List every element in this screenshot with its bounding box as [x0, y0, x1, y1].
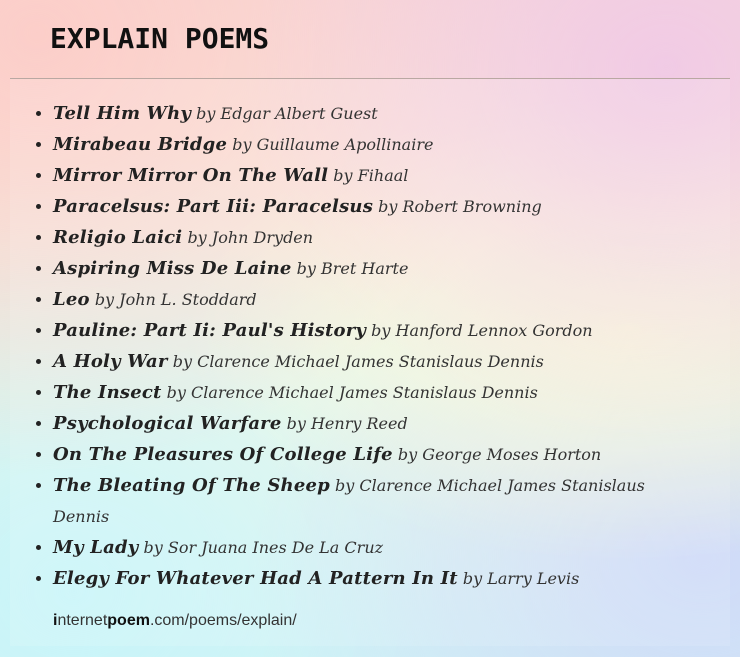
poem-title-link[interactable]: Elegy For Whatever Had A Pattern In It — [53, 568, 458, 589]
list-item — [53, 253, 740, 284]
poem-author: by Clarence Michael James Stanislaus Dennis — [166, 383, 538, 402]
poem-title-link[interactable]: The Insect — [53, 382, 162, 403]
list-item — [53, 129, 740, 160]
poem-title-link[interactable]: Paracelsus: Part Iii: Paracelsus — [53, 196, 374, 217]
list-item — [53, 284, 740, 315]
list-item — [53, 191, 740, 222]
list-item — [53, 377, 740, 408]
list-item — [53, 408, 740, 439]
poem-author: by Larry Levis — [462, 569, 580, 588]
poem-list — [10, 98, 740, 594]
poem-author: by Robert Browning — [378, 197, 542, 216]
poem-title-link[interactable]: Leo — [53, 289, 90, 310]
poem-author: by Clarence Michael James Stanislaus Dennis — [172, 352, 544, 371]
list-item — [53, 98, 740, 129]
poem-author: by Hanford Lennox Gordon — [371, 321, 593, 340]
poem-author: by Clarence Michael James Stanislaus Dennis — [53, 476, 645, 526]
page-title: EXPLAIN POEMS — [50, 22, 270, 55]
brand-nternet: nternet — [57, 612, 108, 629]
poem-author: by George Moses Horton — [397, 445, 602, 464]
poem-title-link[interactable]: Tell Him Why — [53, 103, 192, 124]
poem-title-link[interactable]: My Lady — [53, 537, 139, 558]
poem-author: by Edgar Albert Guest — [196, 104, 378, 123]
poem-title-link[interactable]: Aspiring Miss De Laine — [53, 258, 292, 279]
url-path: .com/poems/explain/ — [149, 612, 297, 629]
poem-author: by Henry Reed — [286, 414, 408, 433]
poem-title-link[interactable]: The Bleating Of The Sheep — [53, 475, 330, 496]
poem-author: by Sor Juana Ines De La Cruz — [143, 538, 384, 557]
poem-author: by John Dryden — [187, 228, 314, 247]
poem-author: by Bret Harte — [296, 259, 409, 278]
list-item — [53, 470, 740, 532]
list-item — [53, 563, 740, 594]
list-item — [53, 160, 740, 191]
poem-author: by John L. Stoddard — [94, 290, 257, 309]
list-item — [53, 222, 740, 253]
poem-author: by Guillaume Apollinaire — [232, 135, 434, 154]
brand-i: i — [53, 612, 58, 629]
list-item — [53, 532, 740, 563]
poem-title-link[interactable]: Pauline: Part Ii: Paul's History — [53, 320, 367, 341]
poem-title-link[interactable]: Mirror Mirror On The Wall — [53, 165, 329, 186]
list-item — [53, 315, 740, 346]
list-item — [53, 439, 740, 470]
poem-title-link[interactable]: On The Pleasures Of College Life — [53, 444, 393, 465]
poem-title-link[interactable]: Religio Laici — [53, 227, 183, 248]
poem-title-link[interactable]: Psychological Warfare — [53, 413, 282, 434]
site-url-link[interactable] — [53, 612, 297, 630]
poem-title-link[interactable]: Mirabeau Bridge — [53, 134, 228, 155]
poem-title-link[interactable]: A Holy War — [53, 351, 168, 372]
brand-poem: poem — [107, 612, 150, 629]
list-item — [53, 346, 740, 377]
poem-author: by Fihaal — [333, 166, 409, 185]
